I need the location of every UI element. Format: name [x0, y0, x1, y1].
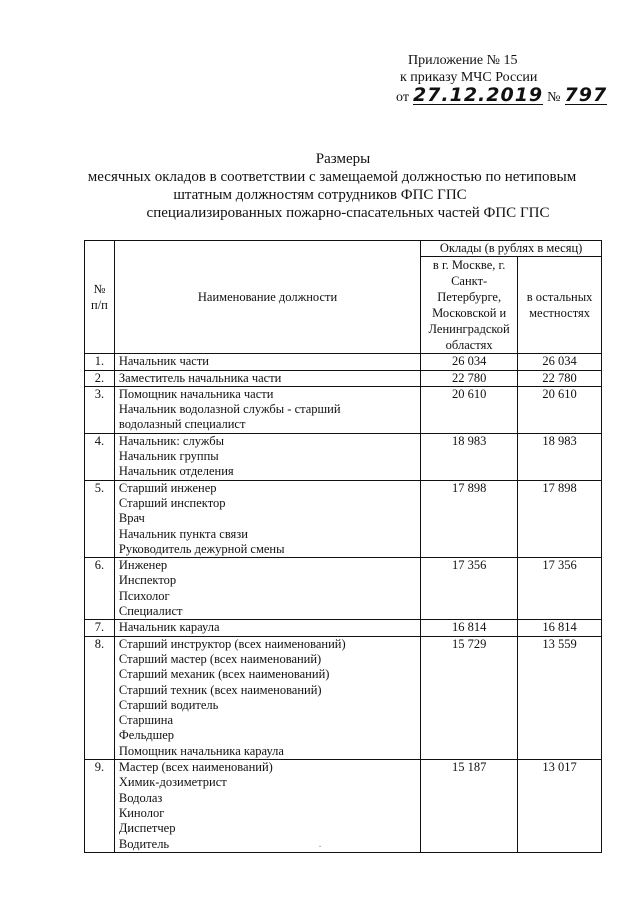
table-row — [85, 636, 602, 759]
document-title — [0, 150, 640, 222]
row-number: 6. — [85, 558, 115, 620]
appendix-number: Приложение № 15 — [408, 53, 518, 68]
position-name: Старший техник (всех наименований) — [118, 682, 322, 697]
salary-moscow: 26 034 — [421, 354, 518, 370]
position-name: Старший водитель — [118, 697, 219, 712]
position-names — [114, 433, 420, 480]
date-prefix: от — [396, 90, 409, 105]
salary-moscow: 17 898 — [421, 480, 518, 557]
salary-moscow: 20 610 — [421, 386, 518, 433]
handwritten-date: 27.12.2019 — [412, 84, 544, 106]
salary-other: 26 034 — [518, 354, 602, 370]
position-name: водолазный специалист — [118, 417, 246, 432]
table-row — [85, 370, 602, 386]
title-line-2: месячных окладов в соответствии с замещаемой должностью по нетиповым — [87, 169, 577, 185]
header-position-name: Наименование должности — [114, 241, 420, 354]
row-number: 4. — [85, 433, 115, 480]
header-moscow: в г. Москве, г. Санкт-Петербурге, Московской и Ленинградской областях — [421, 257, 518, 354]
table-body — [85, 354, 602, 853]
page-mark: · — [318, 842, 322, 853]
position-names — [114, 386, 420, 433]
table-row — [85, 620, 602, 636]
position-name: Врач — [118, 511, 145, 526]
salary-moscow: 17 356 — [421, 558, 518, 620]
position-names — [114, 620, 420, 636]
salary-moscow: 16 814 — [421, 620, 518, 636]
row-number: 1. — [85, 354, 115, 370]
header-other-regions: в остальных местностях — [518, 257, 602, 354]
position-name: Водитель — [118, 836, 170, 851]
position-name: Кинолог — [118, 805, 165, 820]
position-name: Начальник водолазной службы - старший — [118, 402, 341, 417]
position-name: Мастер (всех наименований) — [118, 760, 273, 775]
salary-other: 18 983 — [518, 433, 602, 480]
salary-moscow: 22 780 — [421, 370, 518, 386]
position-name: Начальник части — [118, 354, 209, 369]
position-name: Помощник начальника части — [118, 386, 274, 401]
position-name: Химик-дозиметрист — [118, 775, 227, 790]
position-name: Руководитель дежурной смены — [118, 541, 285, 556]
position-name: Инспектор — [118, 573, 177, 588]
row-number: 5. — [85, 480, 115, 557]
position-name: Старший инспектор — [118, 495, 226, 510]
row-number: 8. — [85, 636, 115, 759]
table-header-row — [85, 241, 602, 257]
salary-other: 22 780 — [518, 370, 602, 386]
position-name: Специалист — [118, 604, 183, 619]
position-names — [114, 760, 420, 853]
position-name: Начальник караула — [118, 620, 220, 635]
position-name: Старший механик (всех наименований) — [118, 667, 330, 682]
row-number: 9. — [85, 760, 115, 853]
position-name: Старший инженер — [118, 480, 217, 495]
salary-moscow: 15 187 — [421, 760, 518, 853]
table-row — [85, 480, 602, 557]
position-name: Помощник начальника караула — [118, 743, 284, 758]
position-names — [114, 558, 420, 620]
header-number: № п/п — [85, 241, 115, 354]
position-name: Начальник: службы — [118, 433, 225, 448]
position-names — [114, 480, 420, 557]
table-row — [85, 558, 602, 620]
position-name: Начальник отделения — [118, 464, 234, 479]
salary-other: 20 610 — [518, 386, 602, 433]
position-name: Фельдшер — [118, 728, 175, 743]
position-name: Старший инструктор (всех наименований) — [118, 636, 346, 651]
row-number: 2. — [85, 370, 115, 386]
position-name: Старшина — [118, 713, 174, 728]
position-name: Инженер — [118, 558, 168, 573]
header-salary-group: Оклады (в рублях в месяц) — [421, 241, 602, 257]
position-name: Начальник группы — [118, 449, 219, 464]
salary-table — [84, 240, 602, 853]
position-names — [114, 636, 420, 759]
position-name: Заместитель начальника части — [118, 370, 282, 385]
salary-moscow: 18 983 — [421, 433, 518, 480]
position-name: Начальник пункта связи — [118, 526, 248, 541]
salary-other: 16 814 — [518, 620, 602, 636]
position-names — [114, 370, 420, 386]
salary-other: 17 356 — [518, 558, 602, 620]
title-line-4: специализированных пожарно-спасательных частей ФПС ГПС — [146, 205, 550, 221]
position-name: Старший мастер (всех наименований) — [118, 651, 322, 666]
order-reference: к приказу МЧС России — [400, 70, 538, 85]
order-date-line — [388, 86, 607, 106]
table-row — [85, 354, 602, 370]
number-sign: № — [547, 90, 561, 105]
position-name: Диспетчер — [118, 821, 176, 836]
row-number: 7. — [85, 620, 115, 636]
title-line-3: штатным должностям сотрудников ФПС ГПС — [173, 187, 467, 203]
appendix-header — [388, 52, 607, 106]
salary-other: 13 559 — [518, 636, 602, 759]
row-number: 3. — [85, 386, 115, 433]
salary-other: 13 017 — [518, 760, 602, 853]
title-line-1: Размеры — [315, 151, 371, 167]
table-row — [85, 433, 602, 480]
table-row — [85, 760, 602, 853]
salary-moscow: 15 729 — [421, 636, 518, 759]
position-name: Психолог — [118, 588, 170, 603]
position-names — [114, 354, 420, 370]
position-name: Водолаз — [118, 790, 163, 805]
salary-other: 17 898 — [518, 480, 602, 557]
handwritten-number: 797 — [564, 84, 608, 106]
table-row — [85, 386, 602, 433]
